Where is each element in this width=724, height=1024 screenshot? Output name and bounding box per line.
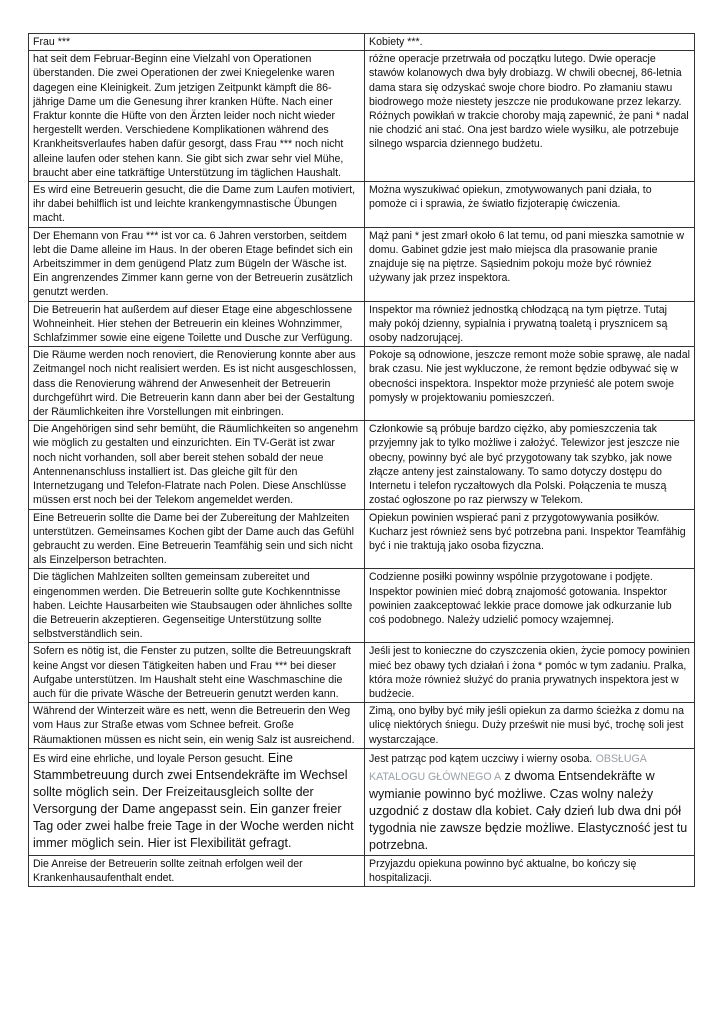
table-row: [29, 855, 695, 886]
header-german: Frau ***: [29, 34, 365, 51]
german-lead-text: Es wird eine ehrliche, und loyale Person gesucht.: [33, 752, 265, 765]
table-row: [29, 509, 695, 569]
german-cell: hat seit dem Februar-Beginn eine Vielzahl von Operationen überstanden. Die zwei Operationen der zwei Kniegelenke waren dagegen eine Kleinigkeit. Zum jetzigen Zeitpunkt kämpft die 86-jährige Dame um die Genesung ihrer kranken Hüfte. Nach einer Fraktur konnte die Hüfte von den Ärzten leider noch nicht wieder hergestellt werden. Verschiedene Komplikationen während des Krankheitsverlaufes haben dafür gesorgt, dass Frau *** noch nicht alleine laufen oder stehen kann. Sie gibt sich zwar sehr viel Mühe, braucht aber eine tatkräftige Unterstützung im täglichen Haushalt.: [29, 51, 365, 182]
table-row: [29, 643, 695, 703]
polish-cell: Codzienne posiłki powinny wspólnie przygotowane i podjęte. Inspektor powinien mieć dobrą znajomość gotowania. Inspektor powinien zaakceptować lekkie prace domowe jak odkurzanie lub coś podobnego. Należy udzielić pomocy wzajemnej.: [365, 569, 695, 643]
german-cell: Es wird eine Betreuerin gesucht, die die Dame zum Laufen motiviert, ihr dabei behilflich ist und leichte krankengymnastische Übungen macht.: [29, 182, 365, 228]
polish-grey-text: OBSŁUGA KATALOGU GŁÓWNEGO A: [369, 752, 647, 783]
polish-cell: Przyjazdu opiekuna powinno być aktualne, bo kończy się hospitalizacji.: [365, 855, 695, 886]
table-row: [29, 703, 695, 749]
german-cell: [29, 748, 365, 855]
polish-large-text: z dwoma Entsendekräfte w wymianie powinno być możliwe. Czas wolny należy uzgodnić z dostaw dla kobiet. Cały dzień lub dwa dni pół tygodnia nie zawsze będzie możliwe. Elastyczność jest tu potrzebna.: [369, 768, 688, 852]
polish-cell: różne operacje przetrwała od początku lutego. Dwie operacje stawów kolanowych dwa były drobiazg. W chwili obecnej, 86-letnia dama stara się odzyskać swoje chore biodro. Po złamaniu stawu biodrowego może niestety jeszcze nie produkowane przez lekarzy. Różnych powikłań w trakcie choroby mają zapewnić, że pani * nadal nie chodzić ani stać. Ona jest bardzo wiele wysiłku, ale potrzebuje silnego wsparcia dziennego budżetu.: [365, 51, 695, 182]
table-row: [29, 51, 695, 182]
polish-cell: Pokoje są odnowione, jeszcze remont może sobie sprawę, ale nadal brak czasu. Nie jest wykluczone, że remont będzie odbywać się w obecności inspektora. Inspektor może przynieść ale potem swoje pomysły w projektowaniu pomieszczeń.: [365, 347, 695, 421]
german-cell: Die täglichen Mahlzeiten sollten gemeinsam zubereitet und eingenommen werden. Die Betreuerin sollte gute Kochkenntnisse haben. Leichte Hausarbeiten wie Staubsaugen oder ähnliches sollte die Betreuerin akzeptieren. Gegenseitige Unterstützung sollte selbstverständlich sein.: [29, 569, 365, 643]
header-polish: Kobiety ***.: [365, 34, 695, 51]
polish-cell: Mąż pani * jest zmarł około 6 lat temu, od pani mieszka samotnie w domu. Gabinet gdzie jest mało miejsca dla prasowanie pranie znajduje się na piętrze. Sąsiednim pokoju może być również używany jak przez inspektora.: [365, 227, 695, 301]
table-row: [29, 569, 695, 643]
german-cell: Eine Betreuerin sollte die Dame bei der Zubereitung der Mahlzeiten unterstützen. Gemeinsames Kochen gibt der Dame auch das Gefühl gebraucht zu werden. Eine Betreuerin Teamfähig sein und sich nicht als Einzelperson betrachten.: [29, 509, 365, 569]
table-row: [29, 347, 695, 421]
polish-cell: Inspektor ma również jednostką chłodzącą na tym piętrze. Tutaj mały pokój dzienny, sypialnia i prywatną toaletą i prysznicem są osoby nadzorującej.: [365, 301, 695, 347]
polish-lead-text: Jest patrząc pod kątem uczciwy i wierny osoba.: [369, 752, 593, 765]
polish-cell: Można wyszukiwać opiekun, zmotywowanych pani działa, to pomoże ci i sprawia, że światło fizjoterapię ćwiczenia.: [365, 182, 695, 228]
german-cell: Die Räume werden noch renoviert, die Renovierung konnte aber aus Zeitmangel noch nicht realisiert werden. Es ist nicht ausgeschlossen, dass die Renovierung während der Anwesenheit der Betreuerin durchgeführt wird. Die Betreuerin kann dann aber bei der Gestaltung der Räumlichkeiten ihre Vorstellungen mit einbringen.: [29, 347, 365, 421]
table-header-row: [29, 34, 695, 51]
german-cell: Der Ehemann von Frau *** ist vor ca. 6 Jahren verstorben, seitdem lebt die Dame alleine im Haus. In der oberen Etage befindet sich ein Arbeitszimmer in dem genügend Platz zum Bügeln der Wäsche ist. Ein angrenzendes Zimmer kann gerne von der Betreuerin zusätzlich genutzt werden.: [29, 227, 365, 301]
table-row: [29, 421, 695, 509]
german-cell: Während der Winterzeit wäre es nett, wenn die Betreuerin den Weg vom Haus zur Straße etwas vom Schnee befreit. Große Räumaktionen müssen es nicht sein, ein wenig Salz ist ausreichend.: [29, 703, 365, 749]
polish-cell: Zimą, ono byłby być miły jeśli opiekun za darmo ścieżka z domu na ulicę niektórych śniegu. Duży prześwit nie musi być, trochę soli jest wystarczające.: [365, 703, 695, 749]
translation-table: [28, 33, 695, 887]
table-row: [29, 301, 695, 347]
polish-cell: Opiekun powinien wspierać pani z przygotowywania posiłków. Kucharz jest również sens być potrzebna pani. Inspektor Teamfähig być i nie traktują jako osoba fizyczna.: [365, 509, 695, 569]
table-row: [29, 748, 695, 855]
table-row: [29, 227, 695, 301]
german-large-text: Eine Stammbetreuung durch zwei Entsendekräfte im Wechsel sollte möglich sein. Der Freizeitausgleich sollte der Versorgung der Dame angepasst sein. Ein ganzer freier Tag oder zwei halbe freie Tage in der Woche werden nicht immer möglich sein. Hier ist Flexibilität gefragt.: [33, 750, 354, 850]
polish-cell: Jeśli jest to konieczne do czyszczenia okien, życie pomocy powinien mieć bez obawy tych działań i żona * pomóc w tym zadaniu. Pralka, która może również służyć do prania prywatnych inspektora jest w budżecie.: [365, 643, 695, 703]
german-cell: Sofern es nötig ist, die Fenster zu putzen, sollte die Betreuungskraft keine Angst vor diesen Tätigkeiten haben und Frau *** bei dieser Aufgabe unterstützen. Im Haushalt steht eine Waschmaschine die auch für die private Wäsche der Betreuerin genutzt werden kann.: [29, 643, 365, 703]
polish-cell: Członkowie są próbuje bardzo ciężko, aby pomieszczenia tak przyjemny jak to tylko możliwe i założyć. Telewizor jest jeszcze nie obecny, powinny być ale być przygotowany tak szybko, jak nowe złącze anteny jest zainstalowany. To samo dotyczy dostępu do Internetu i telefon ryczałtowych dla Polski. Połączenia te muszą zostać ogłoszone po raz pierwszy w Telekom.: [365, 421, 695, 509]
german-cell: Die Angehörigen sind sehr bemüht, die Räumlichkeiten so angenehm wie möglich zu gestalten und einzurichten. Ein TV-Gerät ist zwar noch nicht vorhanden, soll aber bereit stehen sobald der neue Antennenanschluss installiert ist. Das gleiche gilt für den Internetzugang und Telefon-Flatrate nach Polen. Diese Anschlüsse müssen erst noch bei der Telekom angemeldet werden.: [29, 421, 365, 509]
german-cell: Die Anreise der Betreuerin sollte zeitnah erfolgen weil der Krankenhausaufenthalt endet.: [29, 855, 365, 886]
polish-cell: [365, 748, 695, 855]
german-cell: Die Betreuerin hat außerdem auf dieser Etage eine abgeschlossene Wohneinheit. Hier stehen der Betreuerin ein kleines Wohnzimmer, Schlafzimmer sowie eine eigene Toilette und Dusche zur Verfügung.: [29, 301, 365, 347]
table-row: [29, 182, 695, 228]
